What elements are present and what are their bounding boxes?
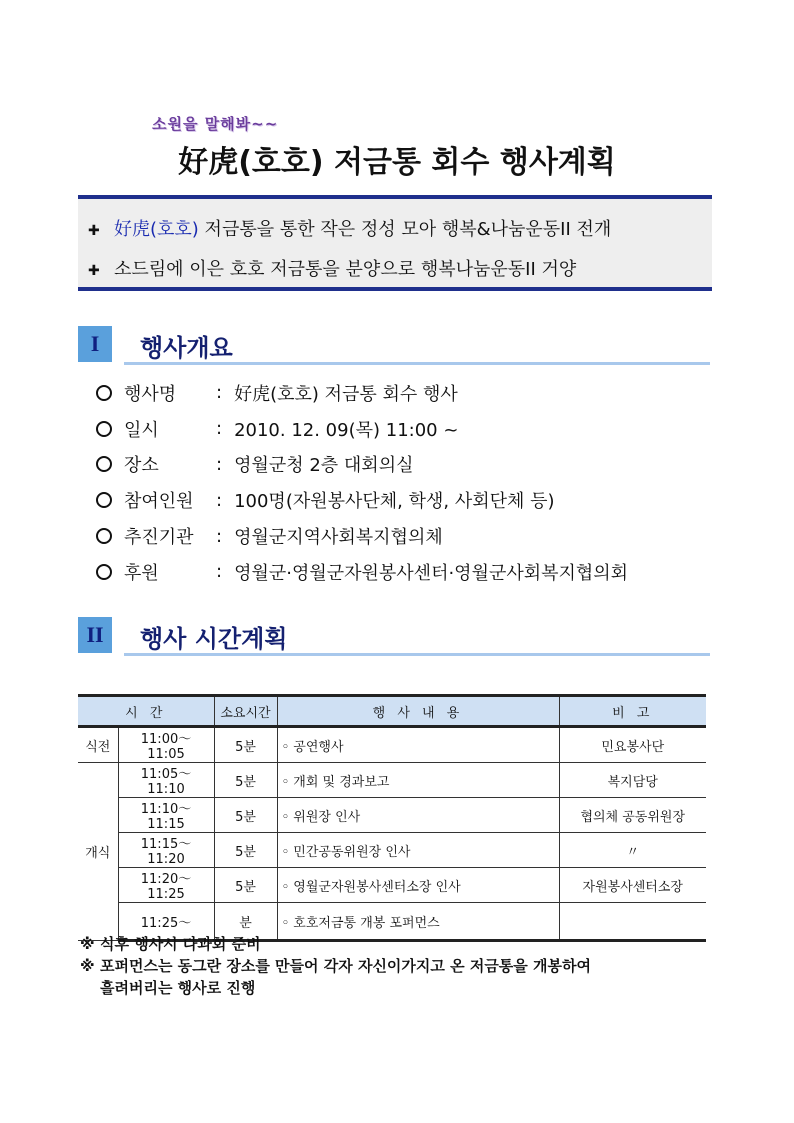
table-row	[78, 868, 706, 903]
overview-item	[96, 482, 716, 518]
section-number: II	[78, 617, 112, 653]
reference-mark-icon: ※	[80, 935, 95, 953]
section-title: 행사개요	[140, 334, 233, 362]
circle-bullet-icon	[96, 492, 112, 508]
subtitle: 소원을 말해봐~~	[152, 115, 279, 133]
page-title: 好虎(호호) 저금통 회수 행사계획	[178, 145, 616, 180]
time-cell: 11:05～11:10	[118, 763, 214, 798]
colon: :	[216, 561, 223, 583]
overview-item	[96, 375, 716, 411]
time-cell: 11:15～11:20	[118, 833, 214, 868]
colon: :	[216, 382, 223, 404]
note-item	[80, 955, 591, 977]
summary-text: 저금통을 통한 작은 정성 모아 행복&나눔운동II 전개	[198, 219, 612, 240]
note-cell: 자원봉사센터소장	[559, 868, 706, 903]
note-cell: 〃	[559, 833, 706, 868]
table-header-row	[78, 696, 706, 727]
overview-value: 영월군청 2층 대회의실	[234, 455, 414, 477]
overview-value: 영월군지역사회복지협의체	[234, 527, 443, 549]
overview-label: 후원	[124, 562, 159, 584]
overview-item	[96, 554, 716, 590]
summary-box	[78, 195, 712, 291]
content-cell: ◦ 개회 및 경과보고	[277, 763, 559, 798]
duration-cell: 5분	[214, 833, 277, 868]
overview-list	[96, 375, 716, 590]
summary-item	[88, 215, 611, 241]
header-time: 시 간	[78, 696, 214, 727]
notes	[80, 933, 591, 999]
duration-cell: 5분	[214, 727, 277, 763]
overview-item	[96, 447, 716, 483]
colon: :	[216, 418, 223, 440]
overview-label: 행사명	[124, 383, 177, 405]
note-continuation: 흘려버리는 행사로 진행	[100, 979, 256, 997]
note-text: 식후 행사시 다과회 준비	[100, 935, 261, 953]
table-row	[78, 727, 706, 763]
overview-value: 영월군·영월군자원봉사센터·영월군사회복지협의회	[234, 562, 629, 584]
duration-cell: 분	[214, 903, 277, 941]
time-cell: 11:20～11:25	[118, 868, 214, 903]
duration-cell: 5분	[214, 798, 277, 833]
summary-highlight: 好虎(호호)	[114, 219, 199, 240]
table-row	[78, 833, 706, 868]
section-number: I	[78, 326, 112, 362]
diamond-bullet-icon: ✚	[88, 223, 100, 239]
note-text: 포퍼먼스는 동그란 장소를 만들어 각자 자신이가지고 온 저금통을 개봉하여	[100, 957, 591, 975]
circle-bullet-icon	[96, 421, 112, 437]
note-cell: 복지담당	[559, 763, 706, 798]
colon: :	[216, 525, 223, 547]
table-row	[78, 763, 706, 798]
content-cell: ◦ 공연행사	[277, 727, 559, 763]
summary-item	[88, 255, 576, 281]
content-cell: ◦ 영월군자원봉사센터소장 인사	[277, 868, 559, 903]
content-cell: ◦ 위원장 인사	[277, 798, 559, 833]
content-cell: ◦ 호호저금통 개봉 포퍼먼스	[277, 903, 559, 941]
group-cell: 식전	[78, 727, 118, 763]
header-content: 행 사 내 용	[277, 696, 559, 727]
section-heading-overview	[78, 326, 710, 366]
reference-mark-icon: ※	[80, 957, 95, 975]
section-title: 행사 시간계획	[140, 625, 288, 653]
colon: :	[216, 489, 223, 511]
overview-item	[96, 411, 716, 447]
section-heading-schedule	[78, 617, 710, 657]
time-cell: 11:10～11:15	[118, 798, 214, 833]
circle-bullet-icon	[96, 385, 112, 401]
circle-bullet-icon	[96, 528, 112, 544]
overview-item	[96, 518, 716, 554]
header-note: 비 고	[559, 696, 706, 727]
circle-bullet-icon	[96, 456, 112, 472]
note-cell: 협의체 공동위원장	[559, 798, 706, 833]
content-cell: ◦ 민간공동위원장 인사	[277, 833, 559, 868]
overview-label: 추진기관	[124, 527, 194, 549]
summary-text: 소드림에 이은 호호 저금통을 분양으로 행복나눔운동II 거양	[114, 259, 577, 280]
overview-label: 장소	[124, 455, 159, 477]
overview-label: 일시	[124, 419, 159, 441]
colon: :	[216, 453, 223, 475]
section-rule	[124, 362, 710, 365]
schedule-table	[78, 694, 706, 942]
time-cell: 11:25～	[118, 903, 214, 941]
circle-bullet-icon	[96, 564, 112, 580]
diamond-bullet-icon: ✚	[88, 263, 100, 279]
note-item	[80, 933, 591, 955]
section-rule	[124, 653, 710, 656]
duration-cell: 5분	[214, 868, 277, 903]
overview-value: 好虎(호호) 저금통 회수 행사	[234, 383, 458, 405]
overview-value: 100명(자원봉사단체, 학생, 사회단체 등)	[234, 491, 555, 513]
overview-value: 2010. 12. 09(목) 11:00 ~	[234, 419, 459, 441]
note-cell: 민요봉사단	[559, 727, 706, 763]
duration-cell: 5분	[214, 763, 277, 798]
group-cell: 개식	[78, 763, 118, 941]
overview-label: 참여인원	[124, 491, 194, 513]
header-duration: 소요시간	[214, 696, 277, 727]
table-row	[78, 798, 706, 833]
time-cell: 11:00～11:05	[118, 727, 214, 763]
